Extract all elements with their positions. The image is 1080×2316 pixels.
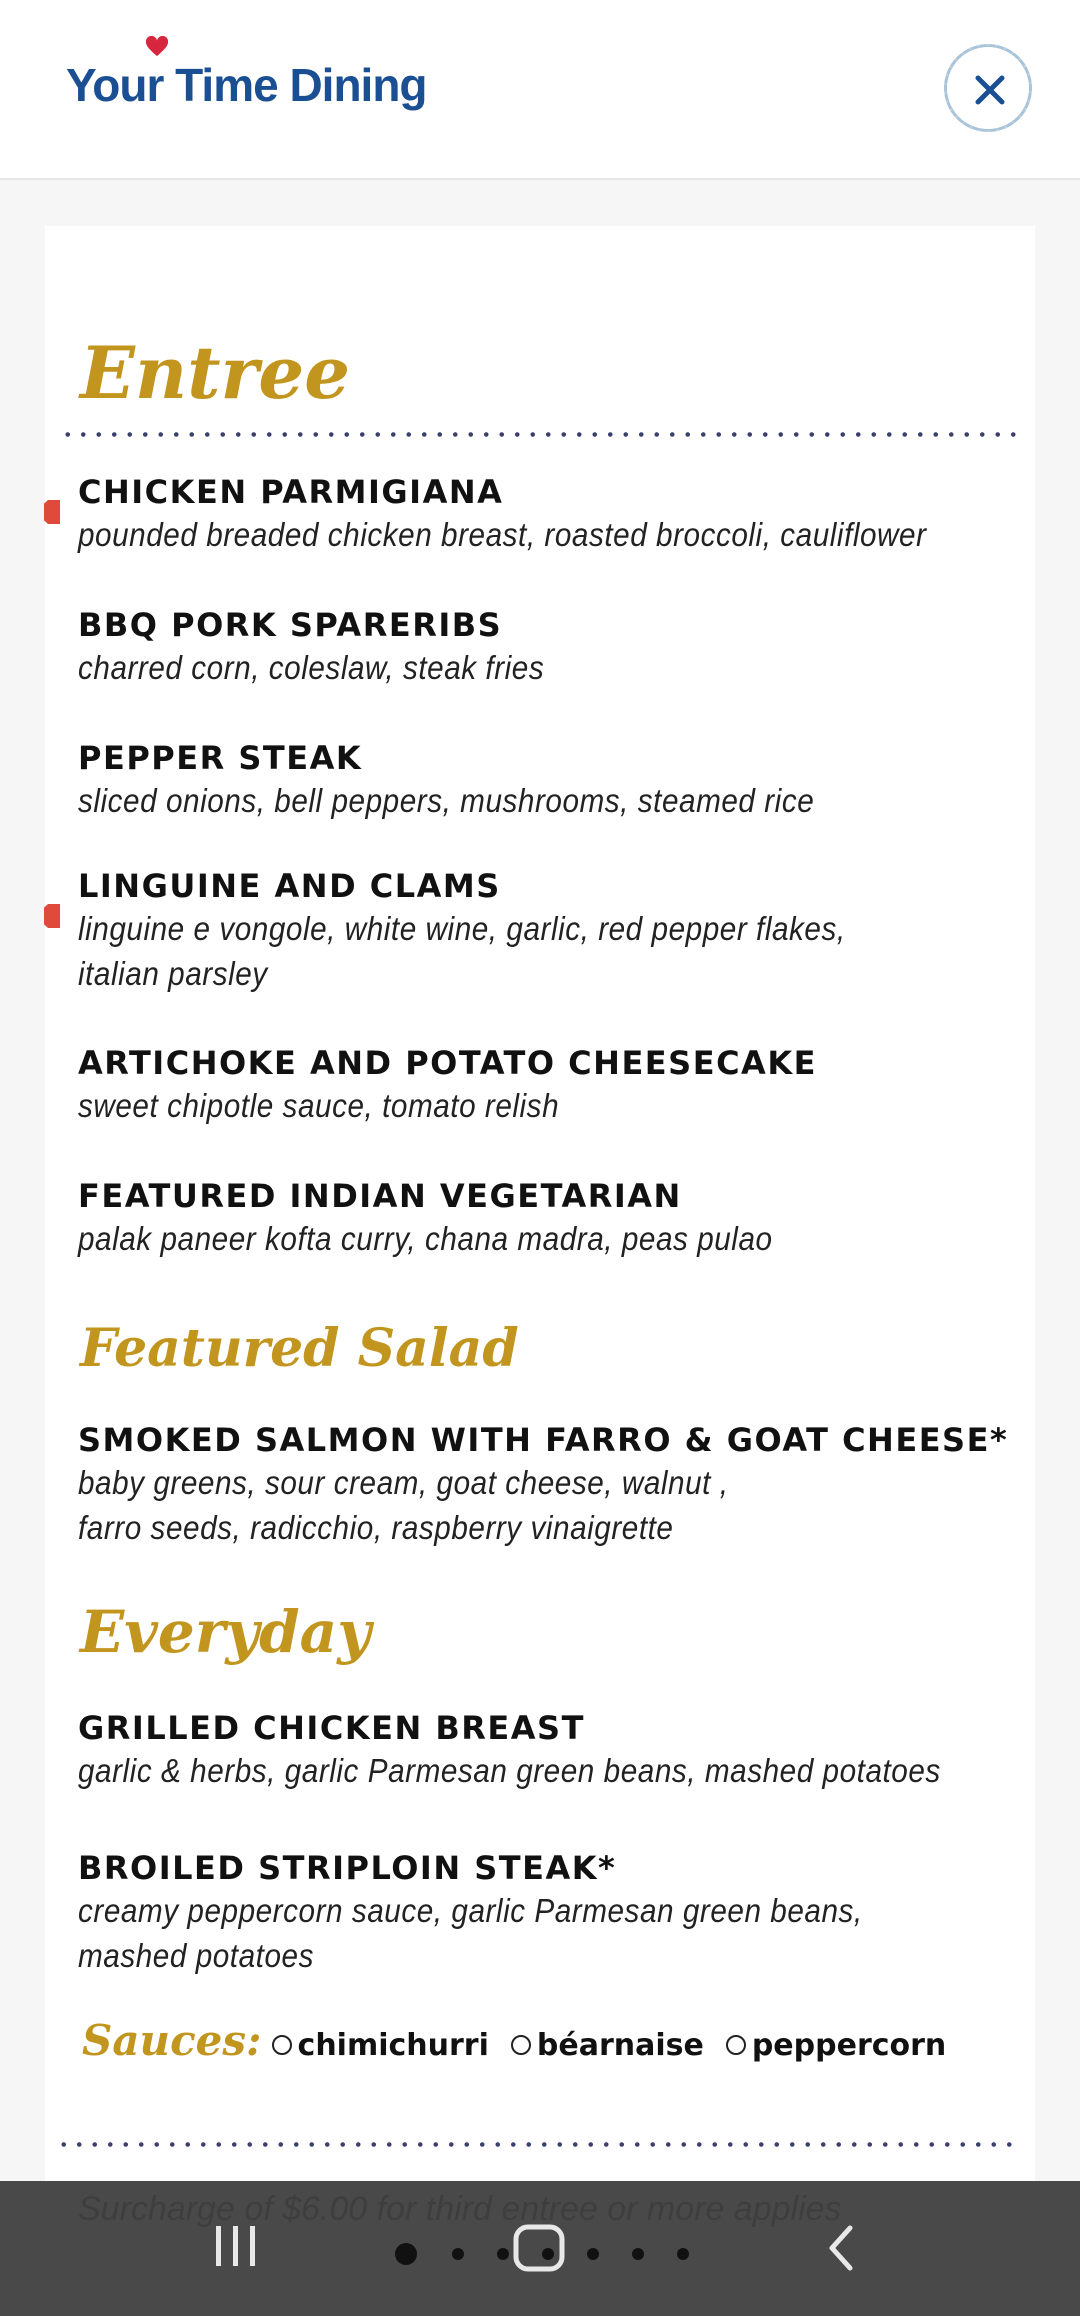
sauces-label: Sauces: — [82, 2016, 262, 2065]
item-desc: garlic & herbs, garlic Parmesan green beans, mashed potatoes — [78, 1752, 941, 1789]
page-indicator-dot — [497, 2248, 509, 2260]
menu-item — [78, 1420, 1038, 1550]
sauce-label: béarnaise — [536, 2027, 704, 2063]
recents-icon[interactable] — [214, 2226, 258, 2266]
section-title-featured-salad: Featured Salad — [80, 1318, 519, 1379]
page-indicator-dot — [677, 2248, 689, 2260]
item-name: GRILLED CHICKEN BREAST — [78, 1709, 585, 1747]
item-desc: farro seeds, radicchio, raspberry vinaigrette — [78, 1509, 674, 1546]
menu-item — [78, 738, 1038, 823]
menu-item — [78, 605, 1038, 690]
menu-item — [78, 1043, 1038, 1128]
page-indicator-dot — [632, 2248, 644, 2260]
radio-icon — [726, 2035, 746, 2055]
item-name: PEPPER STEAK — [78, 739, 363, 777]
close-icon — [973, 73, 1007, 107]
radio-icon — [511, 2035, 531, 2055]
menu-item — [78, 1708, 1038, 1793]
menu-item — [78, 866, 1038, 996]
item-name: BROILED STRIPLOIN STEAK* — [78, 1849, 617, 1887]
marker-icon — [44, 500, 60, 524]
dotted-divider — [60, 432, 1020, 437]
menu-item — [78, 1176, 1038, 1261]
menu-item — [78, 472, 1038, 557]
item-name: SMOKED SALMON WITH FARRO & GOAT CHEESE* — [78, 1421, 1009, 1459]
close-button[interactable] — [944, 44, 1032, 132]
item-name: CHICKEN PARMIGIANA — [78, 473, 504, 511]
sauce-label: peppercorn — [751, 2027, 947, 2063]
item-name: ARTICHOKE AND POTATO CHEESECAKE — [78, 1044, 817, 1082]
menu-item — [78, 1848, 1038, 1978]
home-icon[interactable] — [513, 2224, 565, 2272]
radio-icon — [272, 2035, 292, 2055]
item-desc: palak paneer kofta curry, chana madra, peas pulao — [78, 1220, 773, 1257]
dotted-divider — [56, 2142, 1016, 2147]
item-desc: baby greens, sour cream, goat cheese, walnut , — [78, 1464, 729, 1501]
sauces-row — [82, 2016, 968, 2065]
item-name: LINGUINE AND CLAMS — [78, 867, 501, 905]
item-desc: creamy peppercorn sauce, garlic Parmesan green beans, — [78, 1892, 863, 1929]
heart-icon — [146, 36, 168, 58]
page-indicator-dot — [452, 2248, 464, 2260]
page-indicator-dot-active — [395, 2243, 417, 2265]
page-indicator-dot — [587, 2248, 599, 2260]
item-desc: charred corn, coleslaw, steak fries — [78, 649, 545, 686]
back-icon[interactable] — [826, 2224, 856, 2272]
sauce-label: chimichurri — [297, 2027, 489, 2063]
item-name: FEATURED INDIAN VEGETARIAN — [78, 1177, 682, 1215]
app-header — [0, 0, 1080, 180]
sauce-option — [511, 2028, 704, 2063]
sauce-option — [726, 2028, 946, 2063]
item-desc: sliced onions, bell peppers, mushrooms, steamed rice — [78, 782, 815, 819]
item-name: BBQ PORK SPARERIBS — [78, 606, 503, 644]
sauce-option — [272, 2028, 489, 2063]
item-desc: mashed potatoes — [78, 1937, 314, 1974]
item-desc: italian parsley — [78, 955, 268, 992]
marker-icon — [44, 904, 60, 928]
section-title-entree: Entree — [80, 330, 351, 415]
item-desc: sweet chipotle sauce, tomato relish — [78, 1087, 560, 1124]
item-desc: pounded breaded chicken breast, roasted broccoli, cauliflower — [78, 516, 927, 553]
item-desc: linguine e vongole, white wine, garlic, red pepper flakes, — [78, 910, 846, 947]
app-title: Your Time Dining — [66, 59, 427, 111]
section-title-everyday: Everyday — [80, 1598, 371, 1666]
